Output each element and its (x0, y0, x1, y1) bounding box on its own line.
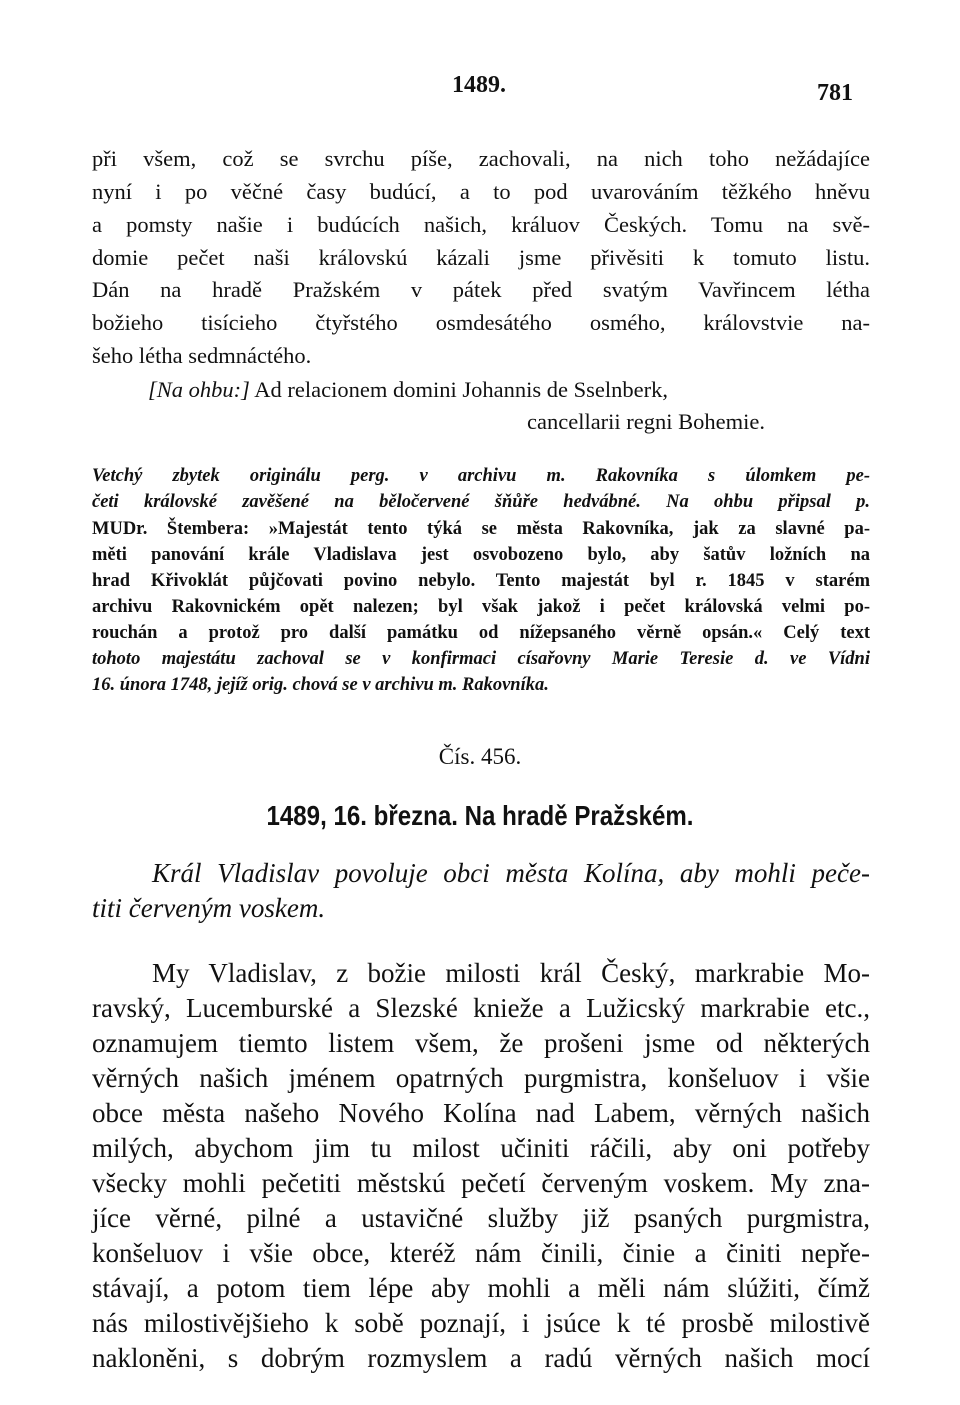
body-line: nakloněni, s dobrým rozmyslem a radú věrných našich mocí (92, 1343, 870, 1373)
endorsement-line (148, 373, 870, 407)
note-line: četi královské zavěšené na běločervené šňůře hedvábné. Na ohbu připsal p. (92, 492, 870, 512)
text-line: domie pečet naši královskú kázali jsme přivěsiti k tomuto listu. (92, 245, 870, 270)
regest-line: Král Vladislav povoluje obci města Kolína, aby mohli peče- (152, 858, 870, 888)
regest-line: titi červeným voskem. (92, 893, 326, 923)
text-line: šeho létha sedmnáctého. (92, 343, 312, 368)
text-line: při všem, což se svrchu píše, zachovali, na nich toho nežádajíce (92, 146, 870, 171)
body-line: jíce věrné, pilné a ustavičné služby již psaných purgmistra, (92, 1203, 870, 1233)
body-line: ravský, Lucemburské a Slezské knieže a Lužicský markrabie etc., (92, 993, 870, 1023)
body-line: všecky mohli pečetiti městskú pečetí červeným voskem. My zna- (92, 1168, 870, 1198)
text-line: nyní i po věčné časy budúcí, a to pod uvarováním těžkého hněvu (92, 179, 870, 204)
endorsement-line: cancellarii regni Bohemie. (527, 409, 766, 434)
note-line: MUDr. Štembera: »Majestát tento týká se města Rakovníka, jak za slavné pa- (92, 519, 870, 539)
body-line: stávají, a potom tiem lépe aby mohli a měli nám slúžiti, čímž (92, 1273, 870, 1303)
note-line: rouchán a protož pro další památku od nížepsaného věrně opsán.« Celý text (92, 623, 870, 643)
text-line: a pomsty našie i budúcích našich, králuov Českých. Tomu na svě- (92, 212, 870, 237)
body-line: nás milostivějšieho k sobě poznají, i jsúce k té prosbě milostivě (92, 1308, 870, 1338)
body-line: milých, abychom jim tu milost učiniti ráčili, aby oni potřeby (92, 1133, 870, 1163)
note-line: 16. února 1748, jejíž orig. chová se v archivu m. Rakovníka. (92, 675, 549, 695)
text-line: Dán na hradě Pražském v pátek před svatým Vavřincem létha (92, 277, 870, 302)
endorsement-label: [Na ohbu:] (148, 377, 250, 402)
body-line: konšeluov i všie obce, kteréž nám činili, činie a činiti nepře- (92, 1238, 870, 1268)
endorsement-text: Ad relacionem domini Johannis de Sselnberk, (254, 377, 668, 402)
running-head-year: 1489. (452, 72, 506, 98)
text-line: božieho tisícieho čtyřstého osmdesátého osmého, královstvie na- (92, 310, 870, 335)
page-number: 781 (817, 80, 853, 106)
body-line: oznamujem tiemto listem všem, že prošeni jsme od některých (92, 1028, 870, 1058)
document-number: Čís. 456. (438, 744, 522, 769)
note-line: hrad Křivoklát půjčovati povino nebylo. Tento majestát byl r. 1845 v starém (92, 571, 870, 591)
note-line: archivu Rakovnickém opět nalezen; byl však jakož i pečet královská velmi po- (92, 597, 870, 617)
body-line: obce města našeho Nového Kolína nad Labem, věrných našich (92, 1098, 870, 1128)
note-line: měti panování krále Vladislava jest osvobozeno bylo, aby šatův ložních na (92, 545, 870, 565)
document-title: 1489, 16. března. Na hradě Pražském. (266, 800, 694, 831)
note-line: tohoto majestátu zachoval se v konfirmaci císařovny Marie Teresie d. ve Vídni (92, 649, 870, 669)
body-line: My Vladislav, z božie milosti král Český, markrabie Mo- (152, 958, 870, 988)
body-line: věrných našich jménem opatrných purgmistra, konšeluov i všie (92, 1063, 870, 1093)
note-line: Vetchý zbytek originálu perg. v archivu m. Rakovníka s úlomkem pe- (92, 466, 870, 486)
